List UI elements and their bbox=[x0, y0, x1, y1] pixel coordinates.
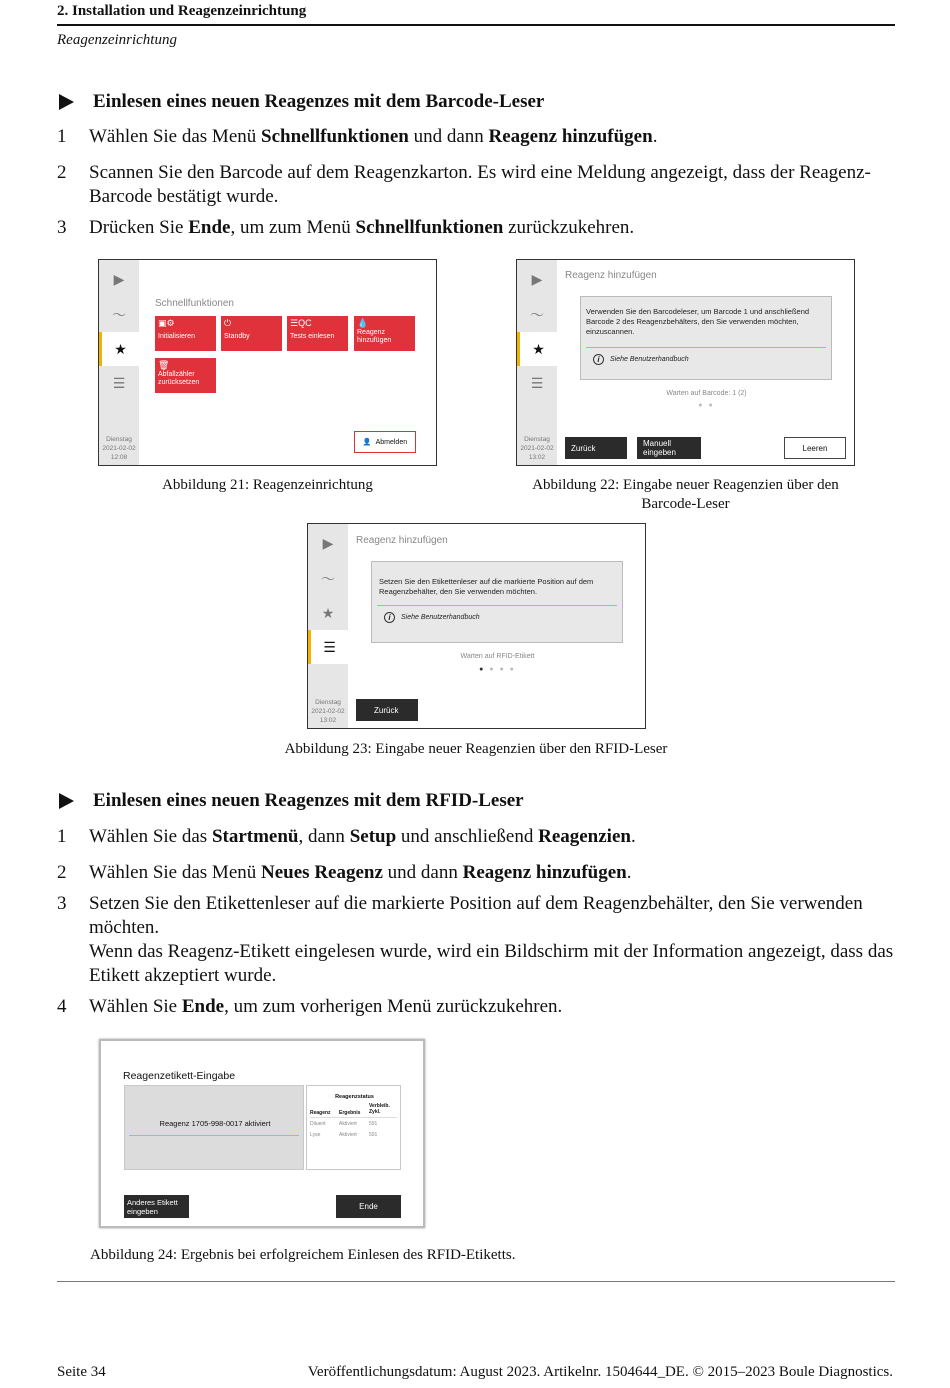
procedure1-step-1 bbox=[57, 125, 895, 149]
step-text: Scannen Sie den Barcode auf dem Reagenzkarton. Es wird eine Meldung angezeigt, dass der Reagenz-Barcode bestätigt wurde. bbox=[89, 162, 871, 207]
info-text: Siehe Benutzerhandbuch bbox=[401, 613, 480, 621]
star-icon[interactable]: ★ bbox=[517, 332, 557, 366]
date-date: 2021-02-02 bbox=[311, 708, 345, 715]
tile-add-reagent[interactable] bbox=[354, 316, 415, 351]
step-text: und dann bbox=[408, 126, 489, 147]
date-time bbox=[517, 435, 557, 465]
back-button[interactable]: Zurück bbox=[356, 699, 418, 721]
procedure-heading-rfid bbox=[57, 790, 524, 812]
procedure1-step-3 bbox=[57, 216, 895, 240]
progress-dots: ● ● bbox=[698, 402, 715, 409]
menu-icon[interactable]: ☰ bbox=[530, 374, 544, 391]
cell-remaining: 591 bbox=[369, 1132, 378, 1138]
col-remaining: Verbleib. Zykl. bbox=[369, 1103, 390, 1115]
step-text: . bbox=[626, 862, 632, 883]
chart-icon[interactable]: 〜 bbox=[530, 307, 544, 323]
star-icon[interactable]: ★ bbox=[99, 332, 139, 366]
date-date: 2021-02-02 bbox=[520, 445, 554, 452]
sidebar bbox=[517, 260, 557, 465]
logout-label: Abmelden bbox=[375, 438, 408, 446]
tile-label: Tests einlesen bbox=[290, 333, 335, 340]
back-button[interactable]: Zurück bbox=[565, 437, 627, 459]
procedure2-step-3 bbox=[57, 892, 895, 988]
qc-icon-label: QC bbox=[298, 318, 312, 328]
table-rule bbox=[310, 1117, 397, 1118]
play-icon[interactable]: ▶ bbox=[531, 270, 543, 287]
status-title: Reagenzstatus bbox=[335, 1094, 374, 1100]
star-icon[interactable]: ★ bbox=[321, 604, 335, 621]
step-text: Setzen Sie den Etikettenleser auf die markierte Position auf dem Reagenzbehälter, den Sie verwenden möchten. bbox=[89, 893, 863, 938]
play-icon[interactable]: ▶ bbox=[113, 270, 125, 287]
message-text: Setzen Sie den Etikettenleser auf die markierte Position auf dem Reagenzbehälter, den Sie verwenden möchten. bbox=[379, 577, 594, 596]
divider-line bbox=[586, 347, 826, 348]
info-icon: i bbox=[384, 612, 395, 623]
figure-21-caption: Abbildung 21: Reagenzeinrichtung bbox=[162, 477, 373, 493]
triangle-bullet-icon bbox=[59, 793, 74, 809]
figure-24-caption: Abbildung 24: Ergebnis bei erfolgreichem Einlesen des RFID-Etiketts. bbox=[90, 1247, 516, 1263]
procedure-heading-text: Einlesen eines neuen Reagenzes mit dem RFID-Leser bbox=[93, 790, 524, 811]
initialize-icon: ▣⚙ bbox=[158, 318, 175, 328]
tile-read-tests[interactable] bbox=[287, 316, 348, 351]
step-text: , dann bbox=[298, 826, 350, 847]
info-icon: i bbox=[593, 354, 604, 365]
figure-22-screen bbox=[516, 259, 855, 466]
date-day: Dienstag bbox=[524, 436, 550, 443]
wait-text: Warten auf Barcode: 1 (2) bbox=[666, 390, 747, 397]
col-reagent: Reagenz bbox=[310, 1110, 331, 1116]
progress-dots: ● ● ● ● bbox=[479, 666, 516, 673]
tile-reset-waste[interactable] bbox=[155, 358, 216, 393]
manual-entry-button[interactable]: Manuell eingeben bbox=[637, 437, 701, 459]
cell-result: Aktiviert bbox=[339, 1132, 357, 1138]
step-number: 2 bbox=[57, 862, 67, 883]
play-icon[interactable]: ▶ bbox=[322, 534, 334, 551]
tile-standby[interactable] bbox=[221, 316, 282, 351]
step-bold: Reagenzien bbox=[538, 826, 631, 847]
step-bold: Neues Reagenz bbox=[261, 862, 383, 883]
chart-icon[interactable]: 〜 bbox=[321, 571, 335, 587]
step-bold: Ende bbox=[181, 996, 225, 1017]
procedure2-step-2 bbox=[57, 861, 895, 885]
screen-title: Reagenz hinzufügen bbox=[565, 270, 657, 281]
step-bold: Startmenü bbox=[211, 826, 299, 847]
reagent-status-panel bbox=[306, 1085, 401, 1170]
tile-label: Abfallzähler zurücksetzen bbox=[158, 371, 200, 386]
date-time bbox=[308, 698, 348, 728]
footer-rule bbox=[57, 1281, 895, 1282]
step-text: Wählen Sie bbox=[89, 996, 182, 1017]
step-bold: Ende bbox=[188, 217, 231, 238]
step-result-text: Wenn das Reagenz-Etikett eingelesen wurde, wird ein Bildschirm mit der Information angezeigt, dass das Etikett akzeptiert wurde. bbox=[89, 941, 894, 986]
sidebar bbox=[99, 260, 139, 465]
figure-24-screen bbox=[99, 1039, 425, 1228]
chapter-title: 2. Installation und Reagenzeinrichtung bbox=[57, 3, 307, 19]
info-text: Siehe Benutzerhandbuch bbox=[610, 355, 689, 363]
step-bold: Schnellfunktionen bbox=[261, 126, 409, 147]
cell-remaining: 591 bbox=[369, 1121, 378, 1127]
step-bold: Reagenz hinzufügen bbox=[462, 862, 627, 883]
menu-icon[interactable]: ☰ bbox=[308, 630, 348, 664]
bin-icon: 🗑 bbox=[158, 360, 170, 370]
date-date: 2021-02-02 bbox=[102, 445, 136, 452]
figure-23-screen bbox=[307, 523, 646, 729]
step-text: . bbox=[630, 826, 636, 847]
message-box bbox=[580, 296, 832, 380]
step-number: 1 bbox=[57, 826, 67, 847]
qc-icon: ☰QC bbox=[290, 318, 312, 328]
tile-label: Reagenz hinzufügen bbox=[357, 329, 392, 344]
step-bold: Schnellfunktionen bbox=[355, 217, 504, 238]
procedure-heading-text: Einlesen eines neuen Reagenzes mit dem Barcode-Leser bbox=[93, 91, 545, 112]
screen-title: Reagenzetikett-Eingabe bbox=[123, 1070, 236, 1082]
step-number: 4 bbox=[57, 996, 67, 1017]
date-time-value: 13:02 bbox=[319, 717, 337, 724]
step-text: , um zum vorherigen Menü zurückzukehren. bbox=[224, 996, 563, 1017]
date-time-value: 12:08 bbox=[110, 454, 128, 461]
clear-button[interactable]: Leeren bbox=[784, 437, 846, 459]
power-icon: ⏻ bbox=[224, 318, 232, 328]
date-day: Dienstag bbox=[315, 699, 341, 706]
tile-label: Standby bbox=[224, 333, 250, 340]
procedure-heading-barcode bbox=[57, 91, 544, 113]
drop-icon: 💧 bbox=[357, 318, 369, 328]
tile-initialize[interactable] bbox=[155, 316, 216, 351]
procedure2-step-1 bbox=[57, 825, 895, 849]
step-text: Wählen Sie das bbox=[89, 826, 212, 847]
cell-reagent: Diluent bbox=[310, 1121, 326, 1127]
header-rule bbox=[57, 24, 895, 26]
screen-title: Schnellfunktionen bbox=[155, 298, 234, 309]
divider-line bbox=[377, 605, 617, 606]
end-button[interactable]: Ende bbox=[336, 1195, 401, 1218]
step-text: zurückzukehren. bbox=[503, 217, 635, 238]
info-row bbox=[593, 354, 689, 365]
screen-title: Reagenz hinzufügen bbox=[356, 535, 448, 546]
user-icon: 👤 bbox=[362, 439, 372, 446]
step-bold: Reagenz hinzufügen bbox=[488, 126, 653, 147]
other-label-button[interactable]: Anderes Etikett eingeben bbox=[124, 1195, 189, 1218]
procedure2-step-4 bbox=[57, 995, 895, 1019]
step-text: Wählen Sie das Menü bbox=[89, 126, 262, 147]
figure-21-screen bbox=[98, 259, 437, 466]
divider-line bbox=[129, 1135, 299, 1136]
col-result: Ergebnis bbox=[339, 1110, 361, 1116]
step-text: Drücken Sie bbox=[89, 217, 189, 238]
message-box bbox=[371, 561, 623, 643]
step-bold: Setup bbox=[349, 826, 397, 847]
footer-info: Veröffentlichungsdatum: August 2023. Artikelnr. 1504644_DE. © 2015–2023 Boule Diagnostics. bbox=[307, 1364, 893, 1380]
figure-23-caption: Abbildung 23: Eingabe neuer Reagenzien über den RFID-Leser bbox=[284, 741, 668, 757]
tile-label: Initialisieren bbox=[158, 333, 195, 340]
step-number: 1 bbox=[57, 126, 67, 147]
triangle-bullet-icon bbox=[59, 94, 74, 110]
figure-22-caption: Abbildung 22: Eingabe neuer Reagenzien über den Barcode-Leser bbox=[532, 477, 839, 512]
step-text: und dann bbox=[382, 862, 463, 883]
activation-text: Reagenz 1705-998-0017 aktiviert bbox=[159, 1119, 271, 1128]
date-day: Dienstag bbox=[106, 436, 132, 443]
wait-text: Warten auf RFID-Etikett bbox=[460, 653, 535, 660]
activation-panel bbox=[124, 1085, 304, 1170]
step-text: . bbox=[652, 126, 658, 147]
info-row bbox=[384, 612, 480, 623]
cell-result: Aktiviert bbox=[339, 1121, 357, 1127]
section-title: Reagenzeinrichtung bbox=[57, 32, 177, 48]
step-text: Wählen Sie das Menü bbox=[89, 862, 262, 883]
step-text: und anschließend bbox=[396, 826, 539, 847]
menu-icon[interactable]: ☰ bbox=[112, 374, 126, 391]
procedure1-step-2 bbox=[57, 161, 895, 209]
logout-button[interactable] bbox=[354, 431, 416, 453]
step-number: 3 bbox=[57, 893, 67, 914]
sidebar bbox=[308, 524, 348, 728]
message-text: Verwenden Sie den Barcodeleser, um Barcode 1 und anschließend Barcode 2 des Reagenzbehälters, den Sie verwenden möchten, einzuscannen. bbox=[586, 307, 810, 336]
chart-icon[interactable]: 〜 bbox=[112, 307, 126, 323]
date-time bbox=[99, 435, 139, 465]
date-time-value: 13:02 bbox=[528, 454, 546, 461]
step-number: 3 bbox=[57, 217, 67, 238]
step-text: , um zum Menü bbox=[230, 217, 356, 238]
step-number: 2 bbox=[57, 162, 67, 183]
cell-reagent: Lyse bbox=[310, 1132, 321, 1138]
page-number: Seite 34 bbox=[57, 1364, 106, 1380]
